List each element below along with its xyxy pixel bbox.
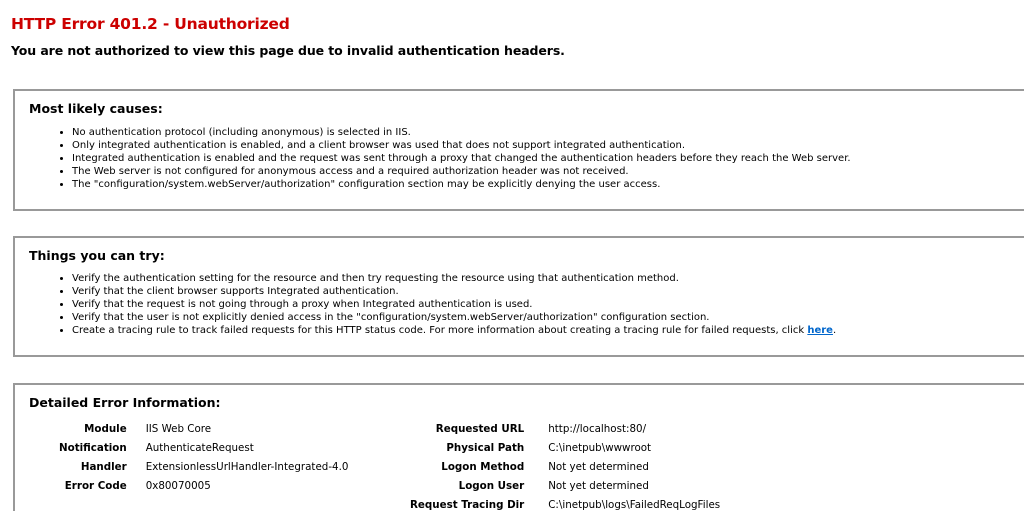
list-item-text: Create a tracing rule to track failed requests for this HTTP status code. For more information about creating a tracing rule for failed requests, click (72, 325, 808, 336)
table-row (410, 438, 720, 457)
detail-label: Handler (80, 460, 127, 473)
list-item: • Verify that the user is not explicitly denied access in the "configuration/system.webServer/authorization" configuration section. (72, 311, 836, 324)
detail-value: C:\inetpub\wwwroot (548, 441, 652, 454)
table-row (410, 419, 720, 438)
detail-label: Request Tracing Dir (410, 498, 525, 511)
detail-value: Not yet determined (548, 479, 649, 492)
list-item-suffix: . (832, 325, 837, 336)
detail-value: AuthenticateRequest (145, 441, 254, 454)
details-right-table (410, 419, 720, 511)
detail-label: Logon Method (441, 460, 525, 473)
table-row (410, 457, 720, 476)
error-title: HTTP Error 401.2 - Unauthorized (11, 15, 290, 33)
detail-label: Error Code (64, 479, 127, 492)
detail-value: IIS Web Core (145, 422, 212, 435)
detail-value: 0x80070005 (145, 479, 211, 492)
list-item: • The Web server is not configured for anonymous access and a required authorization header was not received. (72, 165, 851, 178)
list-item: • No authentication protocol (including anonymous) is selected in IIS. (72, 126, 851, 139)
detail-value: Not yet determined (548, 460, 649, 473)
list-item: • Verify that the client browser supports Integrated authentication. (72, 285, 836, 298)
detail-label: Module (84, 422, 127, 435)
try-list (58, 272, 836, 337)
list-item: • Verify the authentication setting for the resource and then try requesting the resource using that authentication method. (72, 272, 836, 285)
causes-list (58, 126, 851, 191)
detail-label: Physical Path (446, 441, 525, 454)
detail-value: C:\inetpub\logs\FailedReqLogFiles (548, 498, 721, 511)
list-item: • Only integrated authentication is enabled, and a client browser was used that does not support integrated authentication. (72, 139, 851, 152)
table-row (59, 457, 348, 476)
list-item (72, 324, 836, 337)
details-heading: Detailed Error Information: (29, 395, 221, 410)
tracing-rule-link[interactable]: here (807, 325, 833, 336)
detail-label: Notification (59, 441, 127, 454)
list-item: • Verify that the request is not going through a proxy when Integrated authentication is used. (72, 298, 836, 311)
detail-value: http://localhost:80/ (548, 422, 647, 435)
table-row (59, 476, 348, 495)
detail-value: ExtensionlessUrlHandler-Integrated-4.0 (145, 460, 349, 473)
details-left-table (59, 419, 348, 495)
table-row (59, 419, 348, 438)
causes-section (13, 89, 1024, 211)
try-section (13, 236, 1024, 357)
detail-label: Logon User (458, 479, 525, 492)
detail-label: Requested URL (435, 422, 525, 435)
table-row (59, 438, 348, 457)
table-row (410, 495, 720, 511)
details-section (13, 383, 1024, 511)
list-item: • The "configuration/system.webServer/authorization" configuration section may be explicitly denying the user access. (72, 178, 851, 191)
table-row (410, 476, 720, 495)
causes-heading: Most likely causes: (29, 101, 163, 116)
error-subtitle: You are not authorized to view this page due to invalid authentication headers. (11, 43, 565, 58)
list-item: • Integrated authentication is enabled and the request was sent through a proxy that changed the authentication headers before they reach the Web server. (72, 152, 851, 165)
try-heading: Things you can try: (29, 248, 165, 263)
